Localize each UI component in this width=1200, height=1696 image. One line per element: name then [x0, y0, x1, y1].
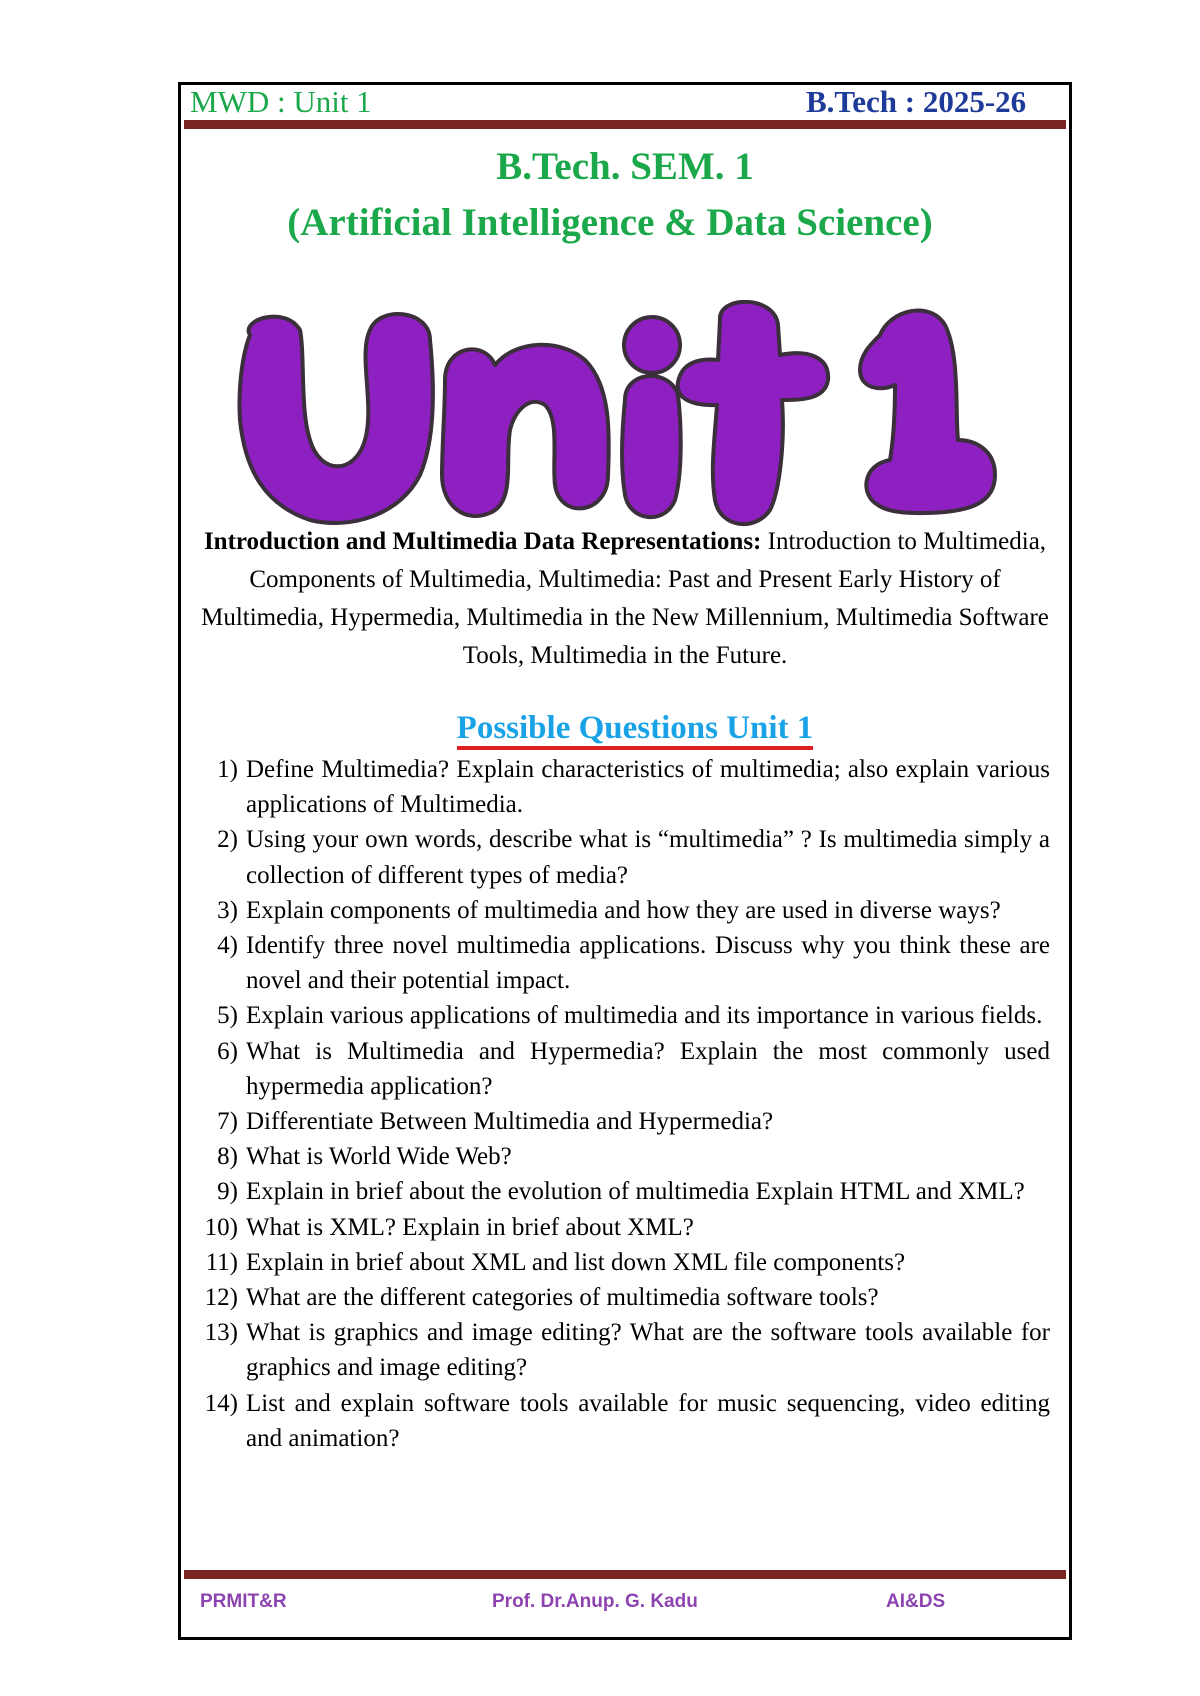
question-text: What is XML? Explain in brief about XML? — [246, 1213, 694, 1241]
questions-heading — [178, 706, 1072, 750]
question-number: 8) — [217, 1143, 238, 1171]
question-text: What is World Wide Web? — [246, 1143, 512, 1171]
footer-author: Prof. Dr.Anup. G. Kadu — [492, 1591, 698, 1612]
question-text: Identify three novel multimedia applications. Discuss why you think these are novel and their potential impact. — [246, 932, 1050, 995]
question-number: 10) — [204, 1213, 238, 1241]
questions-heading-text: Possible Questions Unit 1 — [457, 710, 814, 750]
question-item — [188, 752, 1050, 822]
question-number: 5) — [217, 1002, 238, 1030]
question-item — [188, 928, 1050, 998]
footer-department: AI&DS — [886, 1591, 946, 1612]
question-text: Define Multimedia? Explain characteristics of multimedia; also explain various applications of Multimedia. — [246, 756, 1050, 819]
question-item — [188, 822, 1050, 892]
syllabus-body: Introduction to Multimedia, Components of Multimedia, Multimedia: Past and Present Early History of Multimedia, Hypermedia, Multimedia in the New Millennium, Multimedia Software Tools, Multimedia in the Future. — [201, 528, 1049, 669]
question-item — [188, 1139, 1050, 1174]
header-course: MWD : Unit 1 — [190, 84, 372, 119]
question-text: Using your own words, describe what is “multimedia” ? Is multimedia simply a collection of different types of media? — [246, 826, 1050, 889]
question-text: What is Multimedia and Hypermedia? Explain the most commonly used hypermedia application? — [246, 1037, 1050, 1100]
question-number: 12) — [204, 1284, 238, 1312]
question-item — [188, 1280, 1050, 1315]
question-number: 1) — [217, 756, 238, 783]
question-text: Differentiate Between Multimedia and Hypermedia? — [246, 1108, 774, 1136]
question-text: Explain in brief about XML and list down XML file components? — [246, 1248, 906, 1276]
syllabus-heading: Introduction and Multimedia Data Representations: — [203, 528, 762, 555]
question-item — [188, 1034, 1050, 1104]
question-item — [188, 1104, 1050, 1139]
syllabus-text — [200, 523, 1050, 675]
question-number: 14) — [204, 1389, 238, 1417]
question-item — [188, 998, 1050, 1033]
question-number: 6) — [217, 1037, 238, 1065]
question-text: What is graphics and image editing? What are the software tools available for graphics and image editing? — [246, 1319, 1050, 1382]
question-item — [188, 1315, 1050, 1385]
question-text: Explain components of multimedia and how they are used in diverse ways? — [246, 896, 1001, 924]
question-text: Explain in brief about the evolution of multimedia Explain HTML and XML? — [246, 1178, 1025, 1206]
header-rule — [184, 120, 1066, 129]
footer-rule — [184, 1570, 1066, 1579]
branch-title: (Artificial Intelligence & Data Science) — [287, 201, 933, 244]
question-item — [188, 893, 1050, 928]
question-item — [188, 1174, 1050, 1209]
question-text: What are the different categories of multimedia software tools? — [246, 1284, 879, 1312]
question-text: Explain various applications of multimedia and its importance in various fields. — [246, 1002, 1043, 1030]
question-number: 3) — [217, 896, 238, 924]
question-text: List and explain software tools available for music sequencing, video editing and animation? — [246, 1389, 1050, 1452]
question-number: 7) — [217, 1108, 238, 1136]
question-item — [188, 1245, 1050, 1280]
question-number: 13) — [204, 1319, 238, 1347]
header-year: B.Tech : 2025-26 — [806, 84, 1027, 119]
question-number: 2) — [217, 826, 238, 854]
question-number: 4) — [217, 932, 238, 960]
footer-institute: PRMIT&R — [200, 1591, 287, 1612]
question-item — [188, 1386, 1050, 1456]
questions-list — [188, 752, 1050, 1456]
unit-1-logo — [230, 300, 1030, 530]
question-item — [188, 1210, 1050, 1245]
program-title: B.Tech. SEM. 1 — [496, 145, 754, 188]
question-number: 9) — [217, 1178, 238, 1206]
question-number: 11) — [205, 1248, 238, 1276]
